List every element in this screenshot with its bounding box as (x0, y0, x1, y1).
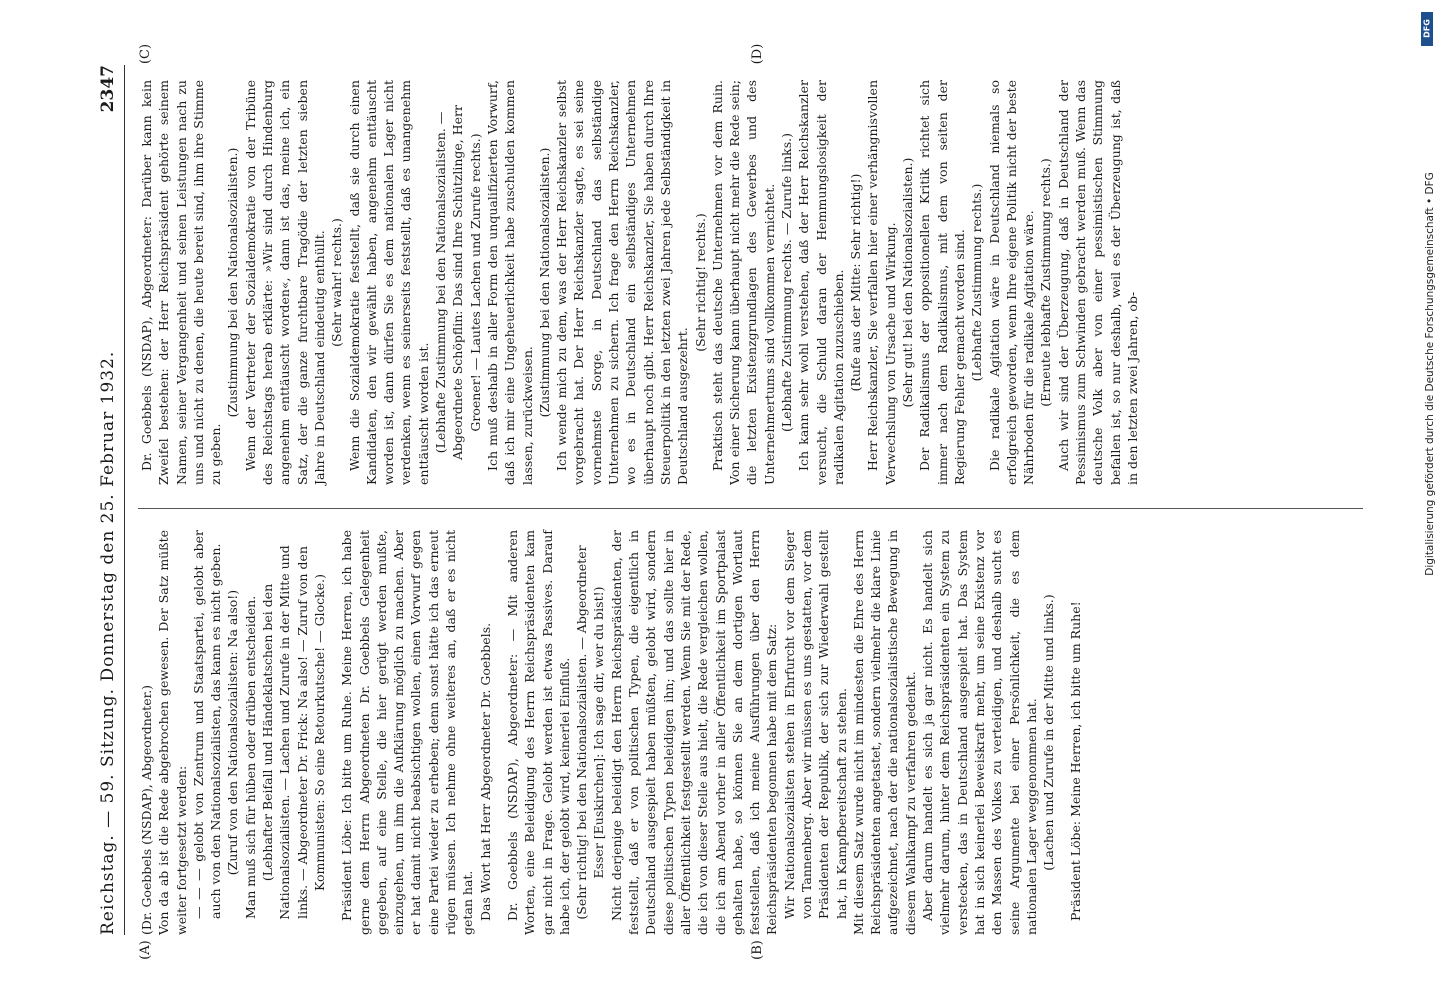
interjection: (Zustimmung bei den Nationalsozialisten.) (225, 147, 241, 418)
paragraph: Nicht derjenige beleidigt den Herrn Reichspräsidenten, der feststellt, daß er von politischen Typen, die eigentlich in Deutschland ausgespielt haben müßten, gelobt wird, sondern diese politischen Typen beleidigen ihn; und das sollte hier in aller Öffentlichkeit festgestellt werden. Wenn Sie mit der Rede, die ich von dieser Stelle aus hielt, die Rede vergleichen wollen, die ich am Abend vorher in aller Öffentlichkeit im Sportpalast gehalten habe, so können Sie an dem dortigen Wortlaut feststellen, daß ich meine Ausführungen über den Herrn Reichspräsidenten begonnen habe mit dem Satz: (608, 530, 780, 935)
interjection: (Sehr gut! bei den Nationalsozialisten.) (900, 157, 916, 408)
speech-goebbels: Dr. Goebbels (NSDAP), Abgeordneter: — Mit anderen Worten, eine Beleidigung des Herrn Reichspräsidenten kam gar nicht in Frage. Gelobt werden ist etwas Passives. Darauf habe ich, der gelobt wird, keinerlei Einfluß. (504, 530, 572, 935)
interjection: (Zustimmung bei den Nationalsozialisten.) (536, 147, 552, 418)
paragraph: Auch wir sind der Überzeugung, daß in Deutschland der Pessimismus zum Schwinden gebracht werden muß. Wenn das deutsche Volk aber von einer pessimistischen Stimmung befallen ist, so nur deshalb, weil es der Überzeugung ist, daß in den letzten zwei Jahren, ob- (1055, 80, 1140, 485)
interjection: (Lebhafte Zustimmung bei den Nationalsozialisten. — Abgeordnete Schöpflin: Das sind Ihre Schützlinge, Herr Groener! — Lautes Lachen und Zurufe rechts.) (433, 104, 483, 461)
paragraph: Das Wort hat Herr Abgeordneter Dr. Goebbels. (477, 622, 493, 921)
dfg-logo-icon: DFG (1421, 12, 1433, 46)
interjection: (Sehr wahr! rechts.) (329, 218, 345, 347)
paragraph: (Dr. Goebbels (NSDAP), Abgeordneter.) (139, 684, 154, 935)
speech-president: Präsident Löbe: Ich bitte um Ruhe. Meine Herren, ich habe gerne dem Herrn Abgeordneten Dr. Goebbels Gelegenheit gegeben, auf eine Stelle, die hier gerügt werden mußte, einzugehen, um ihm die Aufklärung möglich zu machen. Aber er hat damit nicht beabsichtigen wollen, einen Vorwurf gegen eine Partei wieder zu erheben; denn sonst hätte ich das erneut rügen müssen. Ich nehme ohne weiteres an, daß er es nicht getan hat. (339, 530, 476, 935)
interjection: (Lebhafte Zustimmung rechts.) (969, 183, 985, 382)
paragraph: Ich kann sehr wohl verstehen, daß der Herr Reichskanzler versucht, die Schuld daran der Hemmungslosigkeit der radikalen Agitation zuzuschieben. (796, 80, 846, 485)
interjection: (Lachen und Zurufe in der Mitte und links.) (1041, 594, 1057, 871)
interjection: (Lebhafte Zustimmung rechts. — Zurufe links.) (778, 133, 794, 432)
digitization-credit: Digitalisierung gefördert durch die Deutsche Forschungsgemeinschaft • DFG (1424, 172, 1436, 576)
interjection: (Lebhafter Beifall und Händeklatschen bei den Nationalsozialisten. — Lachen und Zurufe in der Mitte und links. — Abgeordneter Dr. Frick: Na also! — Zuruf von den Kommunisten: So eine Retourkutsche! — Glocke.) (260, 545, 327, 920)
interjection: (Erneute lebhafte Zustimmung rechts.) (1038, 158, 1054, 407)
paragraph: Praktisch steht das deutsche Unternehmen vor dem Ruin. Von einer Sicherung kann überhaupt nicht mehr die Rede sein; die letzten Existenzgrundlagen des Gewerbes und des Unternehmertums sind vollkommen vernichtet. (709, 80, 777, 485)
document-page (90, 35, 1390, 965)
paragraph: Herr Reichskanzler, Sie verfallen hier einer verhängnisvollen Verwechslung von Ursache und Wirkung. (865, 80, 898, 485)
interjection: (Rufe aus der Mitte: Sehr richtig!) (848, 173, 864, 392)
margin-marker-d: (D) (750, 43, 765, 65)
interjection: (Sehr richtig! rechts.) (692, 213, 708, 352)
paragraph: Wenn die Sozialdemokratie feststellt, daß sie durch einen Kandidaten, den wir gewählt haben, angenehm enttäuscht worden ist, dann dürfen Sie es dem nationalen Lager nicht verdenken, wenn es seinerseits feststellt, daß es unangenehm enttäuscht worden ist. (346, 80, 431, 485)
paragraph: Ich wende mich zu dem, was der Herr Reichskanzler selbst vorgebracht hat. Der Herr Reichskanzler sagte, es sei seine vornehmste Sorge, in Deutschland das selbständige Unternehmen zu sichern. Ich frage den Herrn Reichskanzler, wo es in Deutschland ein selbständiges Unternehmen überhaupt noch gibt. Herr Reichskanzler, Sie haben durch Ihre Steuerpolitik in den letzten zwei Jahren jede Selbständigkeit in Deutschland ausgezehrt. (554, 80, 691, 485)
digitization-sidebar (1420, 8, 1434, 992)
margin-marker-b: (B) (750, 940, 765, 960)
paragraph: Von da ab ist die Rede abgebrochen gewesen. Der Satz müßte weiter fortgesetzt werden: (156, 530, 189, 935)
quotation: Man muß sich für hüben oder drüben entscheiden. (242, 595, 258, 919)
interjection: (Zuruf von den Nationalsozialisten: Na also!) (225, 589, 241, 876)
paragraph: Mit diesem Satz wurde nicht im mindesten die Ehre des Herrn Reichspräsidenten angetastet, sondern vielmehr die klare Linie aufgezeichnet, nach der die nationalsozialistische Bewegung in diesem Wahlkampf zu verfahren gedenkt. (850, 530, 918, 935)
margin-marker-c: (C) (138, 43, 153, 65)
paragraph: Die radikale Agitation wäre in Deutschland niemals so erfolgreich geworden, wenn Ihre eigene Politik nicht der beste Nährboden für die radikale Agitation wäre. (986, 80, 1037, 485)
margin-marker-a: (A) (138, 940, 153, 960)
column-divider (138, 508, 1363, 509)
page-number: 2347 (98, 65, 118, 113)
right-column (138, 80, 1141, 485)
running-head: Reichstag. — 59. Sitzung. Donnerstag den 25. Februar 1932. (98, 350, 118, 935)
paragraph: Wenn der Vertreter der Sozialdemokratie von der Tribüne des Reichstags herab erklärte: »Wir sind durch Hindenburg angenehm enttäuscht worden«, dann ist das, meine ich, ein Satz, der die ganze furchtbare Tragödie der letzten sieben Jahre in Deutschland eindeutig enthüllt. (242, 80, 327, 485)
speech-president: Präsident Löbe: Meine Herren, ich bitte um Ruhe! (1068, 601, 1084, 921)
quotation: Wir Nationalsozialisten stehen in Ehrfurcht vor dem Sieger von Tannenberg. Aber wir müssen es uns gestatten, vor dem Präsidenten der Republik, der sich zur Wiederwahl gestellt hat, in Kampfbereitschaft zu stehen. (781, 530, 849, 919)
paragraph: Ich muß deshalb in aller Form den unqualifizierten Vorwurf, daß ich mir eine Ungeheuerlichkeit habe zuschulden kommen lassen, zurückweisen. (484, 80, 535, 485)
interjection: (Sehr richtig! bei den Nationalsozialisten. — Abgeordneter Esser [Euskirchen]: Ich sage dir, wer du bist!) (574, 545, 607, 920)
quotation: — — — gelobt von Zentrum und Staatspartei, gelobt aber auch von den Nationalsozialisten, das kann es nicht geben. (190, 530, 224, 919)
page-header (96, 65, 125, 935)
paragraph: Der Radikalismus der oppositionellen Kritik richtet sich immer nach dem Radikalismus, mit dem von seiten der Regierung Fehler gemacht worden sind. (917, 80, 967, 485)
speech-goebbels: Dr. Goebbels (NSDAP), Abgeordneter: Darüber kann kein Zweifel bestehen: der Herr Reichspräsident gehörte seinem Namen, seiner Vergangenheit und seinen Leistungen nach zu uns und nicht zu denen, die heute bereit sind, ihm ihre Stimme zu geben. (139, 80, 224, 485)
left-column (138, 530, 1085, 935)
paragraph: Aber darum handelt es sich ja gar nicht. Es handelt sich vielmehr darum, hinter dem Reichspräsidenten ein System zu verstecken, das in Deutschland ausgespielt hat. Das System hat in sich keinerlei Beweiskraft mehr, um seine Existenz vor den Massen des Volkes zu verteidigen, und deshalb sucht es seine Argumente bei einer Persönlichkeit, die es dem nationalen Lager weggenommen hat. (920, 530, 1039, 935)
